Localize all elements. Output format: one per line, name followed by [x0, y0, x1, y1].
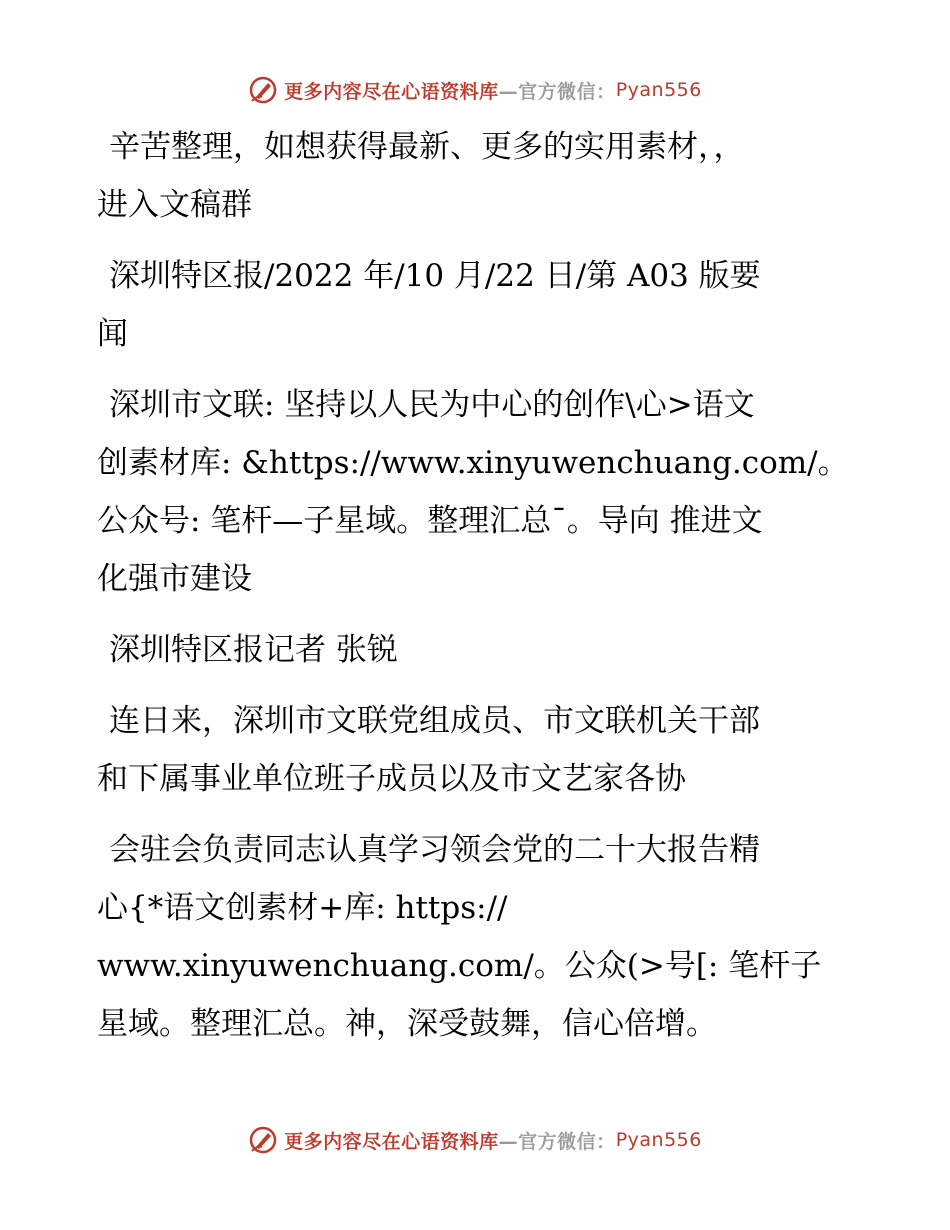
text-line: 心{*语文创素材+库: https://: [97, 890, 508, 926]
text-line: 会驻会负责同志认真学习领会党的二十大报告精: [109, 832, 760, 868]
paragraph-source: [97, 247, 857, 363]
text-line: 星域。整理汇总。神，深受鼓舞，信心倍增。: [97, 1006, 717, 1042]
text-line: 辛苦整理，如想获得最新、更多的实用素材，，: [109, 129, 745, 165]
paragraph-headline: [97, 376, 857, 608]
header-watermark: [0, 70, 950, 110]
document-body: [97, 118, 857, 1066]
watermark-sub-text: —官方微信：: [498, 80, 616, 103]
quill-logo-icon: [248, 1125, 278, 1155]
watermark-main-text: 更多内容尽在心语资料库: [284, 80, 499, 103]
paragraph-byline: [97, 621, 857, 679]
text-line: 公众号: 笔杆—子星域。整理汇总¯。导向 推进文: [97, 503, 763, 539]
watermark-main-text: 更多内容尽在心语资料库: [284, 1130, 499, 1153]
paragraph-body-1: [97, 692, 857, 808]
text-line: 深圳特区报/2022 年/10 月/22 日/第 A03 版要: [109, 258, 761, 294]
text-line: 创素材库: &https://www.xinyuwenchuang.com/。: [97, 445, 849, 481]
text-line: www.xinyuwenchuang.com/。公众(>号[: 笔杆子: [97, 948, 822, 984]
paragraph-body-2: [97, 821, 857, 1053]
text-line: 深圳特区报记者 张锐: [109, 632, 398, 668]
text-line: 和下属事业单位班子成员以及市文艺家各协: [97, 761, 686, 797]
footer-watermark: [0, 1120, 950, 1160]
text-line: 进入文稿群: [97, 187, 252, 223]
text-line: 化强市建设: [97, 561, 252, 597]
text-line: 闻: [97, 316, 128, 352]
paragraph-intro: [97, 118, 857, 234]
watermark-wechat-id: Pyan556: [615, 1129, 702, 1151]
text-line: 连日来，深圳市文联党组成员、市文联机关干部: [109, 703, 760, 739]
watermark-wechat-id: Pyan556: [615, 79, 702, 101]
text-line: 深圳市文联: 坚持以人民为中心的创作\心>语文: [109, 387, 755, 423]
watermark-sub-text: —官方微信：: [498, 1130, 616, 1153]
quill-logo-icon: [248, 75, 278, 105]
